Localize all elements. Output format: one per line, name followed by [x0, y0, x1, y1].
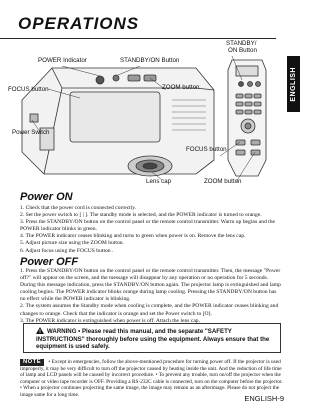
- note-badge: NOTE: [20, 359, 44, 366]
- callout-power-switch: Power Switch: [12, 129, 50, 136]
- callout-standby-on-button: STANDBY/ON Button: [120, 57, 180, 64]
- callout-zoom-button-remote: ZOOM button: [204, 178, 242, 185]
- note-block: [20, 359, 284, 399]
- language-tab-label: ENGLISH: [290, 66, 297, 102]
- power-on-heading: Power ON: [20, 191, 73, 203]
- note-text: • Except in emergencies, follow the above-mentioned procedure for turning power off. If the projector is used improperly, it may be very difficult to turn off the projector caused by heating inside the unit. And the reduction of life time of lamp and LCD panels will be caused by incorrect procedure. • To prevent any trouble, turn on/off the projector when the computer or video tape recorder is OFF. Providing a RS-232C cable is connected, turn on the computer before the projector. • When a projector continues projecting the same image, the image may remain as an afterimage. Please do not project the image same for a long time.: [20, 359, 283, 398]
- power-off-steps: [20, 268, 282, 325]
- power-off-heading: Power OFF: [20, 256, 79, 268]
- power-on-step: 6. Adjust focus using the FOCUS button .: [20, 247, 114, 254]
- title-divider: [0, 38, 276, 39]
- callout-standby-on-remote-line1: STANDBY/: [226, 40, 257, 47]
- page-number: ENGLISH-9: [244, 394, 284, 403]
- power-on-step: 5. Adjust picture size using the ZOOM button.: [20, 240, 124, 247]
- power-on-step: 4. The POWER indicator ceases blinking and turns to green when power is on. Remove the lens cap.: [20, 233, 246, 240]
- power-on-steps: [20, 205, 282, 255]
- callout-lens-cap: Lens cap: [146, 178, 172, 185]
- warning-triangle-icon: [36, 327, 44, 334]
- projector-figure: [0, 40, 286, 188]
- power-off-step: 3. The POWER indicator is extinguished when power is off. Attach the lens cap.: [20, 317, 200, 324]
- power-on-step: 2. Set the power switch to [ | ]. The standby mode is selected, and the POWER indicator is turned to orange.: [20, 212, 262, 219]
- callout-focus-button: FOCUS button: [8, 86, 49, 93]
- remote-control: [228, 60, 266, 176]
- callout-focus-button-remote: FOCUS button: [186, 146, 227, 153]
- power-on-step: 3. Press the STANDBY/ON button on the control panel or the remote control transmitter. Warm up begins and the POWER indicator blinks in green.: [20, 219, 276, 233]
- page-title: OPERATIONS: [18, 14, 140, 33]
- callout-zoom-button: ZOOM button: [162, 84, 200, 91]
- language-tab: [287, 56, 300, 112]
- power-off-step: 2. The system assumes the Standby mode when cooling is complete, and the POWER indicator ceases blinking and changes to orange. Check that the indicator is orange and set the Power switch to [O].: [20, 303, 279, 317]
- warning-text: • Please read this manual, and the separate "SAFETY INSTRUCTIONS" thoroughly before using the equipment. Always ensure that the equipment is used safely.: [36, 328, 270, 351]
- warning-box: [23, 323, 281, 353]
- power-off-step: 1. Press the STANDBY/ON button on the control panel or the remote control transmitter. Then, the message "Power off?" will appear on the screen, and the message will disappear by any operation or no operation for 5 seconds. During this message indication, press the STANDBY/ON button again. The projector lamp is extinguished and lamp cooling begins. The POWER indicator blinks orange during lamp cooling. Pressing the STANDBY/ON button has no effect while the POWER indicator is blinking.: [20, 268, 281, 303]
- callout-standby-on-remote-line2: ON Button: [228, 47, 257, 54]
- power-on-step: 1. Check that the power cord is connected correctly.: [20, 205, 137, 211]
- warning-label: WARNING: [47, 328, 77, 335]
- callout-power-indicator: POWER Indicator: [38, 57, 87, 64]
- lens: [128, 156, 172, 176]
